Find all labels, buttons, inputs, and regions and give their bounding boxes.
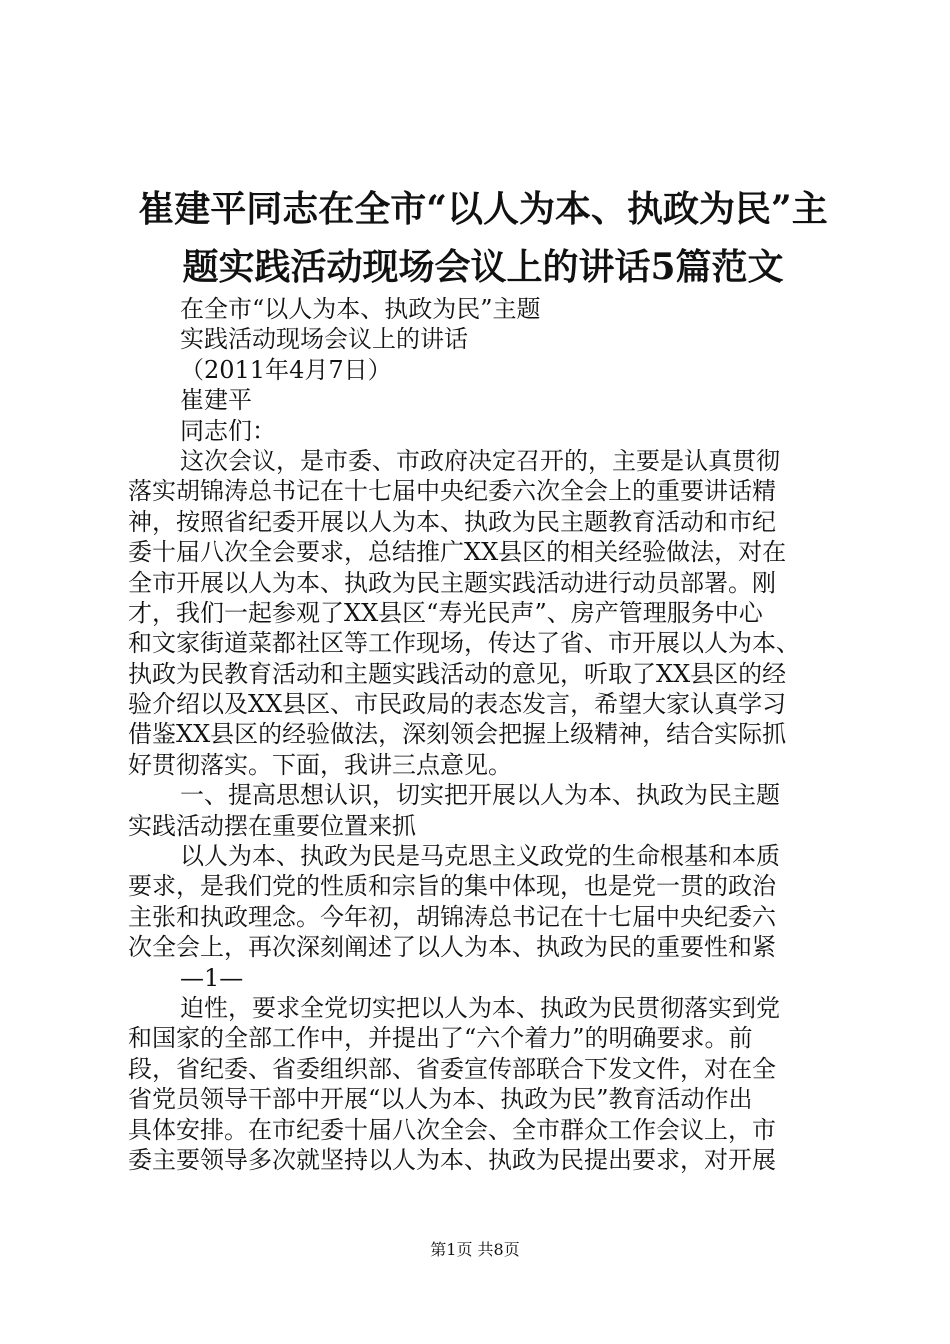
salutation-line: 同志们：: [180, 416, 276, 445]
paragraph-line: 具体安排。在市纪委十届八次全会、全市群众工作会议上，市: [128, 1115, 776, 1144]
section-heading-line: 一、提高思想认识，切实把开展以人为本、执政为民主题: [180, 781, 780, 810]
paragraph-line: 迫性，要求全党切实把以人为本、执政为民贯彻落实到党: [180, 993, 780, 1022]
paragraph-line: 神，按照省纪委开展以人为本、执政为民主题教育活动和市纪: [128, 507, 776, 536]
header-line: （2011年4月7日）: [180, 355, 392, 384]
paragraph-line: 和文家街道菜都社区等工作现场，传达了省、市开展以人为本、: [128, 629, 800, 658]
paragraph-line: 委主要领导多次就坚持以人为本、执政为民提出要求，对开展: [128, 1145, 776, 1174]
paragraph-line: 全市开展以人为本、执政为民主题实践活动进行动员部署。刚: [128, 568, 776, 597]
inline-page-number: —1—: [180, 963, 244, 992]
paragraph-line: 以人为本、执政为民是马克思主义政党的生命根基和本质: [180, 842, 780, 871]
paragraph-line: 这次会议，是市委、市政府决定召开的，主要是认真贯彻: [180, 446, 780, 475]
paragraph-line: 次全会上，再次深刻阐述了以人为本、执政为民的重要性和紧: [128, 933, 776, 962]
paragraph-line: 好贯彻落实。下面，我讲三点意见。: [128, 750, 512, 779]
paragraph-line: 才，我们一起参观了XX县区“寿光民声”、房产管理服务中心: [128, 598, 763, 627]
header-line: 在全市“以人为本、执政为民”主题: [180, 295, 541, 323]
header-line: 实践活动现场会议上的讲话: [180, 325, 468, 354]
paragraph-line: 段，省纪委、省委组织部、省委宣传部联合下发文件，对在全: [128, 1054, 776, 1083]
paragraph-line: 委十届八次全会要求，总结推广XX县区的相关经验做法，对在: [128, 538, 787, 567]
section-heading-line: 实践活动摆在重要位置来抓: [128, 811, 416, 840]
document-title: [128, 180, 838, 296]
paragraph-line: 省党员领导干部中开展“以人为本、执政为民”教育活动作出: [128, 1085, 753, 1114]
page-footer: 第1页 共8页: [430, 1240, 520, 1259]
title-line-1: 崔建平同志在全市“以人为本、执政为民”主: [138, 188, 828, 230]
paragraph-line: 要求，是我们党的性质和宗旨的集中体现，也是党一贯的政治: [128, 872, 776, 901]
author-line: 崔建平: [180, 386, 252, 415]
paragraph-line: 验介绍以及XX县区、市民政局的表态发言，希望大家认真学习: [128, 690, 787, 719]
paragraph-line: 执政为民教育活动和主题实践活动的意见，听取了XX县区的经: [128, 659, 787, 688]
paragraph-line: 主张和执政理念。今年初，胡锦涛总书记在十七届中央纪委六: [128, 902, 776, 931]
document-body: [128, 294, 838, 1175]
paragraph-line: 借鉴XX县区的经验做法，深刻领会把握上级精神，结合实际抓: [128, 720, 787, 749]
title-line-2: 题实践活动现场会议上的讲话5篇范文: [182, 246, 784, 288]
paragraph-line: 和国家的全部工作中，并提出了“六个着力”的明确要求。前: [128, 1024, 753, 1053]
paragraph-line: 落实胡锦涛总书记在十七届中央纪委六次全会上的重要讲话精: [128, 477, 776, 506]
